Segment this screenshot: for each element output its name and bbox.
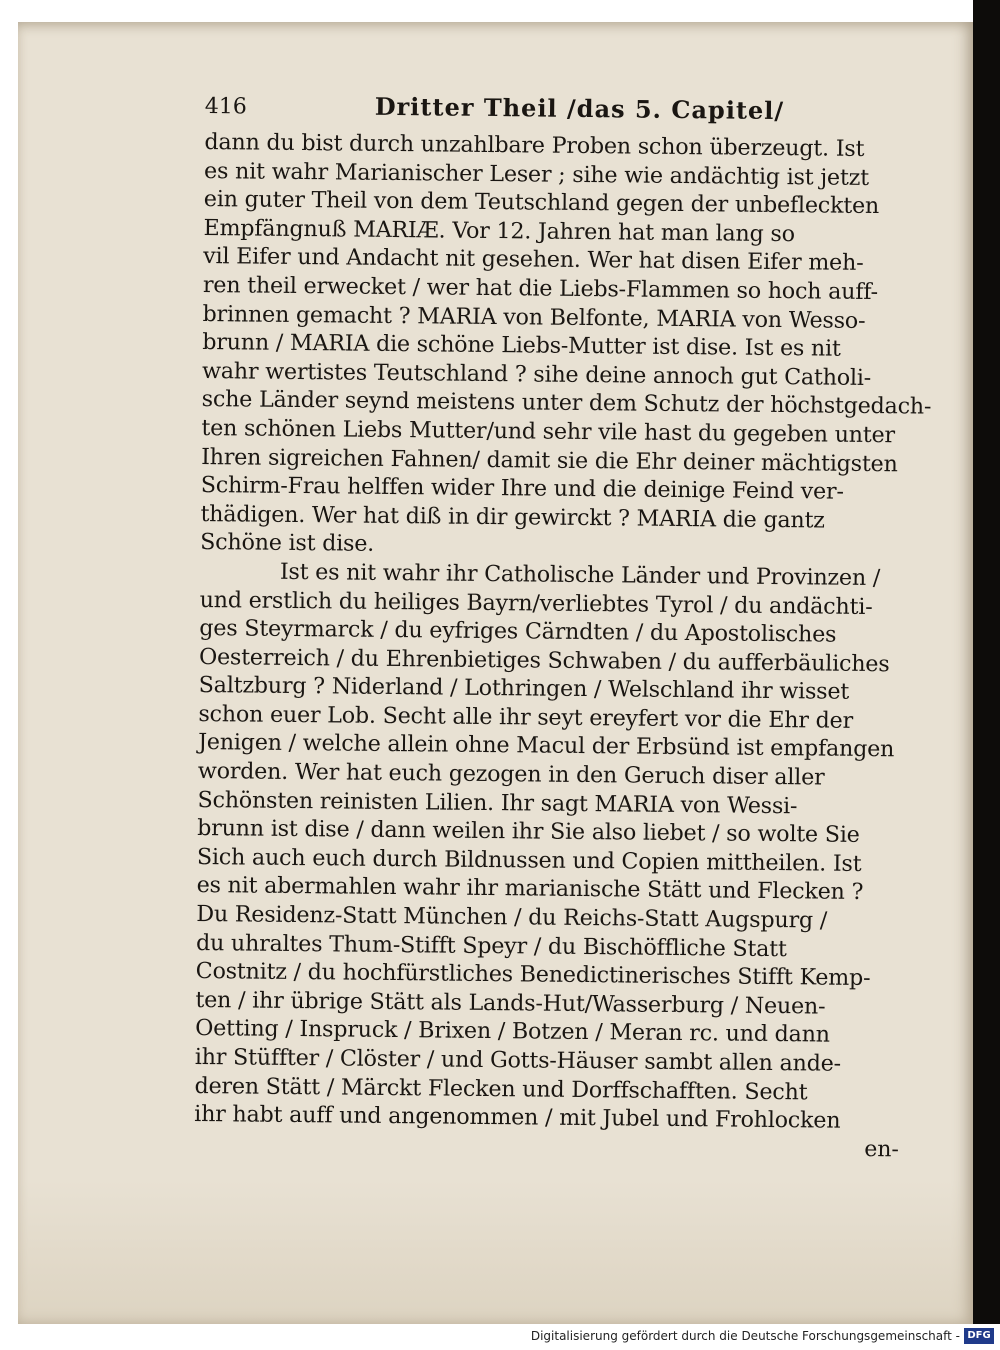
page-number: 416 [204,93,247,120]
text-line: ihr habt auff und angenommen / mit Jubel und Frohlocken [194,1101,841,1134]
text-line: Schönsten reinisten Lilien. Ihr sagt MARIA von Wessi- [197,786,798,819]
text-line: brinnen gemacht ? MARIA von Belfonte, MARIA von Wesso- [202,300,866,334]
text-line: Costnitz / du hochfürstliches Benedictinerisches Stifft Kemp- [195,958,871,992]
text-line: ten schönen Liebs Mutter/und sehr vile hast du gegeben unter [201,414,896,449]
funding-note: Digitalisierung gefördert durch die Deutsche Forschungsgemeinschaft - [530,1329,960,1343]
text-line: Schirm-Frau helffen wider Ihre und die deinige Feind ver- [200,472,844,505]
text-line: schon euer Lob. Secht alle ihr seyt ereyfert vor die Ehr der [198,700,854,734]
text-line: Sich auch euch durch Bildnussen und Copien mittheilen. Ist [196,843,862,877]
text-line: Ihren sigreichen Fahnen/ damit sie die Ehr deiner mächtigsten [201,443,898,477]
text-line: vil Eifer und Andacht nit gesehen. Wer hat disen Eifer meh- [203,243,864,277]
running-head: Dritter Theil /das 5. Capitel/ [374,91,785,126]
text-line: deren Stätt / Märckt Flecken und Dorffschafften. Secht [194,1072,808,1105]
catchword: en- [864,1136,900,1163]
text-line: es nit abermahlen wahr ihr marianische Stätt und Flecken ? [196,872,864,906]
text-line: Oetting / Inspruck / Brixen / Botzen / Meran rc. und dann [195,1015,830,1049]
text-line: sche Länder seynd meistens unter dem Schutz der höchstgedach- [201,386,932,420]
text-line: und erstlich du heiliges Bayrn/verliebtes Tyrol / du andächti- [199,586,873,620]
text-line: Jenigen / welche allein ohne Macul der Erbsünd ist empfangen [198,729,895,763]
text-line: wahr wertistes Teutschland ? sihe deine annoch gut Catholi- [201,357,872,391]
text-line: thädigen. Wer hat diß in dir gewirckt ? MARIA die gantz [200,500,825,534]
text-line: du uhraltes Thum-Stifft Speyr / du Bischöffliche Statt [195,929,787,962]
text-line: worden. Wer hat euch gezogen in den Geruch diser aller [197,758,825,791]
text-block [194,88,932,1163]
text-line: Ist es nit wahr ihr Catholische Länder und Provinzen / [279,558,881,592]
footer-bar [0,1324,1000,1350]
page-shading [18,1180,973,1324]
text-line: Oesterreich / du Ehrenbietiges Schwaben / du aufferbäuliches [198,643,890,677]
scanner-edge [973,0,1000,1324]
text-line: Schöne ist dise. [200,529,375,558]
body-text [194,128,932,1136]
text-line: ihr Stüffter / Clöster / und Gotts-Häuser sambt allen ande- [194,1043,842,1077]
text-line: ein guter Theil von dem Teutschland gegen der unbefleckten [203,186,880,220]
text-line: brunn ist dise / dann weilen ihr Sie also liebet / so wolte Sie [197,815,860,849]
text-line: dann du bist durch unzahlbare Proben schon überzeugt. Ist [204,128,865,162]
text-line: es nit wahr Marianischer Leser ; sihe wie andächtig ist jetzt [203,157,870,191]
dfg-logo: DFG [964,1328,994,1344]
text-line: ren theil erwecket / wer hat die Liebs-Flammen so hoch auff- [202,271,878,306]
text-line: ges Steyrmarck / du eyfriges Cärndten / du Apostolisches [199,615,837,648]
text-line: Saltzburg ? Niderland / Lothringen / Welschland ihr wisset [198,672,850,706]
text-line: ten / ihr übrige Stätt als Lands-Hut/Wasserburg / Neuen- [195,986,826,1020]
text-line: Du Residenz-Statt München / du Reichs-Statt Augspurg / [196,900,828,934]
page-header [205,88,910,135]
text-line: Empfängnuß MARIÆ. Vor 12. Jahren hat man lang so [203,214,795,247]
text-line: brunn / MARIA die schöne Liebs-Mutter ist dise. Ist es nit [202,329,841,362]
